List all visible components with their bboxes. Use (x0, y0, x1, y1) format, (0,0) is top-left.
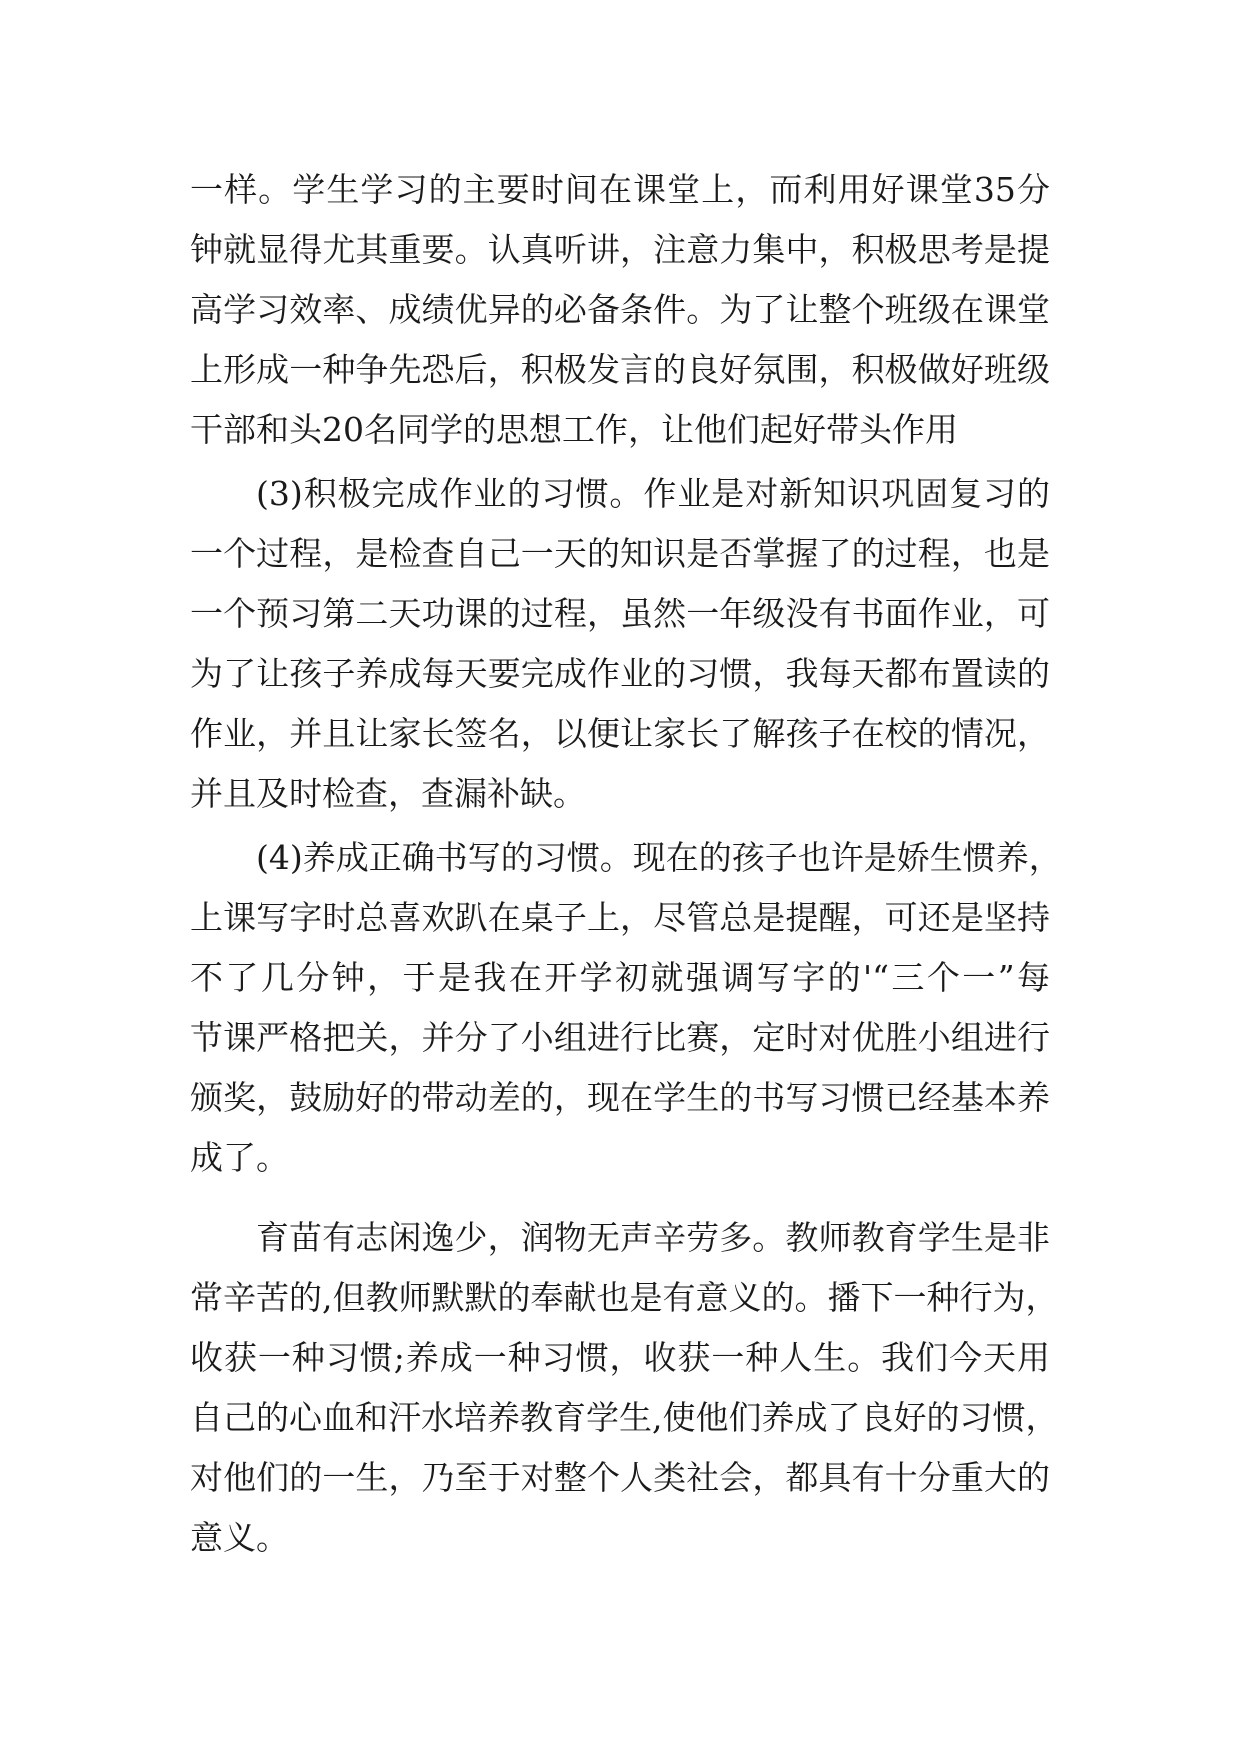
text-line: (4)养成正确书写的习惯。现在的孩子也许是娇生惯养， (256, 838, 1062, 877)
text-line: 干部和头20名同学的思想工作，让他们起好带头作用 (190, 410, 958, 449)
text-line: 节课严格把关，并分了小组进行比赛，定时对优胜小组进行 (190, 1018, 1050, 1057)
text-line: 成了。 (190, 1138, 289, 1177)
text-line: 常辛苦的,但教师默默的奉献也是有意义的。播下一种行为， (190, 1278, 1059, 1317)
text-line: 一个预习第二天功课的过程，虽然一年级没有书面作业，可 (190, 594, 1050, 633)
text-line: 上课写字时总喜欢趴在桌子上，尽管总是提醒，可还是坚持 (190, 898, 1050, 937)
text-line: 并且及时检查，查漏补缺。 (190, 774, 586, 813)
text-line: 一样。学生学习的主要时间在课堂上，而利用好课堂35分 (190, 170, 1050, 209)
paragraph (190, 464, 1050, 824)
text-line: 对他们的一生，乃至于对整个人类社会，都具有十分重大的 (190, 1458, 1050, 1497)
text-line: 收获一种习惯;养成一种习惯，收获一种人生。我们今天用 (190, 1338, 1050, 1377)
text-line: 为了让孩子养成每天要完成作业的习惯，我每天都布置读的 (190, 654, 1050, 693)
text-line: 上形成一种争先恐后，积极发言的良好氛围，积极做好班级 (190, 350, 1050, 389)
document-body (190, 160, 1062, 1568)
text-line: 一个过程，是检查自己一天的知识是否掌握了的过程，也是 (190, 534, 1050, 573)
text-line: 不了几分钟，于是我在开学初就强调写字的'“三个一”每 (190, 958, 1050, 997)
paragraph (190, 160, 1050, 460)
text-line: 高学习效率、成绩优异的必备条件。为了让整个班级在课堂 (190, 290, 1050, 329)
paragraph (190, 828, 1062, 1188)
text-line: 钟就显得尤其重要。认真听讲，注意力集中，积极思考是提 (190, 230, 1050, 269)
text-line: 作业，并且让家长签名，以便让家长了解孩子在校的情况， (190, 714, 1050, 753)
text-line: 颁奖，鼓励好的带动差的，现在学生的书写习惯已经基本养 (190, 1078, 1050, 1117)
text-line: 育苗有志闲逸少，润物无声辛劳多。教师教育学生是非 (256, 1218, 1050, 1257)
text-line: 意义。 (190, 1518, 289, 1557)
text-line: 自己的心血和汗水培养教育学生,使他们养成了良好的习惯， (190, 1398, 1059, 1437)
paragraph (190, 1208, 1059, 1568)
text-line: (3)积极完成作业的习惯。作业是对新知识巩固复习的 (256, 474, 1050, 513)
